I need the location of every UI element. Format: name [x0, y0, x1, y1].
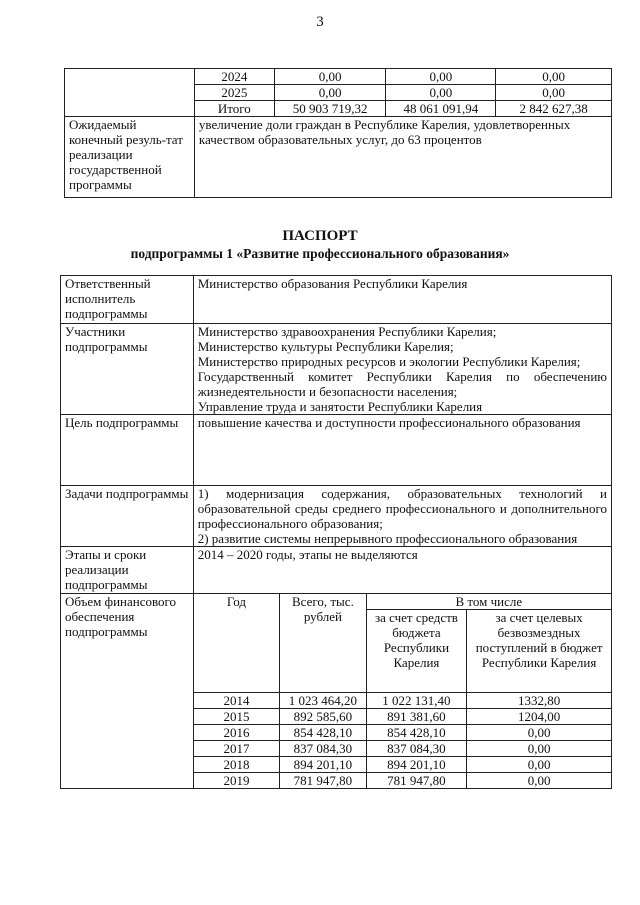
value-cell: 50 903 719,32	[274, 101, 386, 117]
year-cell: 2019	[193, 773, 279, 789]
value-cell: 0,00	[467, 773, 612, 789]
stages-value: 2014 – 2020 годы, этапы не выделяются	[193, 547, 611, 594]
table-row	[61, 486, 612, 547]
finance-header-year: Год	[193, 594, 279, 693]
table-row	[61, 276, 612, 324]
responsible-value: Министерство образования Республики Карелия	[193, 276, 611, 324]
finance-label: Объем финансового обеспечения подпрограммы	[61, 594, 194, 789]
finance-header-budget: за счет средств бюджета Республики Карелия	[366, 610, 467, 693]
participants-list	[193, 324, 611, 415]
table-row	[61, 415, 612, 486]
stages-label: Этапы и сроки реализации подпрограммы	[61, 547, 194, 594]
value-cell: 0,00	[386, 69, 496, 85]
participants-label: Участники подпрограммы	[61, 324, 194, 415]
list-item: Министерство культуры Республики Карелия;	[197, 339, 454, 354]
responsible-label: Ответственный исполнитель подпрограммы	[61, 276, 194, 324]
value-cell: 1204,00	[467, 709, 612, 725]
finance-header-grants: за счет целевых безвозмездных поступлений в бюджет Республики Карелия	[467, 610, 612, 693]
list-item: Государственный комитет Республики Карелия по обеспечению жизнедеятельности и безопасности населения;	[197, 369, 607, 399]
total-label-cell: Итого	[194, 101, 274, 117]
finance-header-total: Всего, тыс. рублей	[280, 594, 366, 693]
program-finance-continuation-table	[64, 68, 612, 198]
value-cell: 0,00	[467, 757, 612, 773]
value-cell: 0,00	[274, 69, 386, 85]
table-row	[65, 69, 612, 85]
value-cell: 891 381,60	[366, 709, 467, 725]
tasks-label: Задачи подпрограммы	[61, 486, 194, 547]
table-row	[65, 117, 612, 198]
value-cell: 0,00	[274, 85, 386, 101]
page-number: 3	[316, 14, 324, 30]
title-line-2: подпрограммы 1 «Развитие профессионального образования»	[130, 246, 510, 261]
value-cell: 48 061 091,94	[386, 101, 496, 117]
value-cell: 1332,80	[467, 693, 612, 709]
value-cell: 0,00	[496, 69, 612, 85]
year-cell: 2018	[193, 757, 279, 773]
table-row	[61, 324, 612, 415]
table-row	[61, 594, 612, 610]
value-cell: 2 842 627,38	[496, 101, 612, 117]
list-item: 1) модернизация содержания, образовательных технологий и образовательной среды среднего профессионального и дополнительного профессионального образования;	[197, 486, 607, 531]
tasks-list	[193, 486, 611, 547]
value-cell: 0,00	[467, 725, 612, 741]
year-cell: 2014	[193, 693, 279, 709]
list-item: 2) развитие системы непрерывного профессионального образования	[197, 531, 578, 546]
year-cell: 2017	[193, 741, 279, 757]
year-cell: 2016	[193, 725, 279, 741]
value-cell: 781 947,80	[366, 773, 467, 789]
value-cell: 854 428,10	[366, 725, 467, 741]
year-cell: 2024	[194, 69, 274, 85]
value-cell: 781 947,80	[280, 773, 366, 789]
value-cell: 1 022 131,40	[366, 693, 467, 709]
goal-label: Цель подпрограммы	[61, 415, 194, 486]
value-cell: 854 428,10	[280, 725, 366, 741]
value-cell: 892 585,60	[280, 709, 366, 725]
title-line-1: ПАСПОРТ	[282, 228, 358, 244]
year-cell: 2015	[193, 709, 279, 725]
value-cell: 0,00	[496, 85, 612, 101]
value-cell: 894 201,10	[280, 757, 366, 773]
finance-header-including: В том числе	[366, 594, 611, 610]
value-cell: 0,00	[386, 85, 496, 101]
value-cell: 837 084,30	[366, 741, 467, 757]
list-item: Министерство здравоохранения Республики Карелия;	[197, 324, 497, 339]
expected-result-text: увеличение доли граждан в Республике Карелия, удовлетворенных качеством образовательных услуг, до 63 процентов	[194, 117, 611, 198]
list-item: Управление труда и занятости Республики Карелия	[197, 399, 483, 414]
list-item: Министерство природных ресурсов и экологии Республики Карелия;	[197, 354, 581, 369]
value-cell: 894 201,10	[366, 757, 467, 773]
expected-result-label: Ожидаемый конечный резуль-тат реализации государственной программы	[65, 117, 195, 198]
value-cell: 0,00	[467, 741, 612, 757]
table-row	[61, 547, 612, 594]
value-cell: 1 023 464,20	[280, 693, 366, 709]
passport-title	[0, 228, 640, 263]
value-cell: 837 084,30	[280, 741, 366, 757]
passport-table	[60, 275, 612, 789]
year-cell: 2025	[194, 85, 274, 101]
goal-value: повышение качества и доступности профессионального образования	[193, 415, 611, 486]
